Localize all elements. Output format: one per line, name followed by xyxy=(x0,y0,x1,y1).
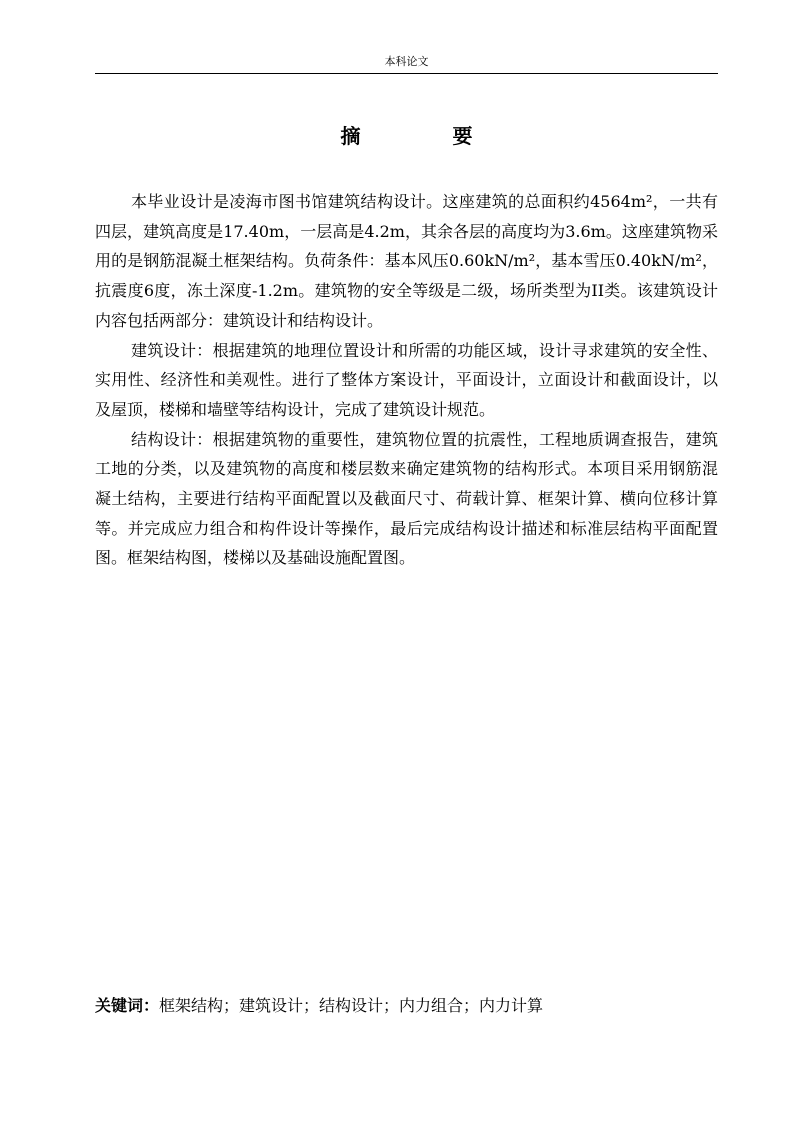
keywords-text: 框架结构；建筑设计；结构设计；内力组合；内力计算 xyxy=(159,996,544,1015)
abstract-paragraph-overview: 本毕业设计是凌海市图书馆建筑结构设计。这座建筑的总面积约4564m²，一共有四层，建筑高度是17.40m，一层高是4.2m，其余各层的高度均为3.6m。这座建筑物采用的是钢筋混凝土框架结构。负荷条件：基本风压0.60kN/m²，基本雪压0.40kN/m²，抗震度6度，冻土深度-1.2m。建筑物的安全等级是二级，场所类型为II类。该建筑设计内容包括两部分：建筑设计和结构设计。 xyxy=(95,192,718,330)
header-rule xyxy=(95,73,718,74)
abstract-body xyxy=(95,187,718,573)
keywords-label: 关键词： xyxy=(95,996,160,1015)
abstract-title: 摘 要 xyxy=(340,124,509,148)
running-header: 本科论文 xyxy=(384,55,429,68)
abstract-paragraph-architecture: 建筑设计：根据建筑的地理位置设计和所需的功能区域，设计寻求建筑的安全性、实用性、经济性和美观性。进行了整体方案设计，平面设计，立面设计和截面设计，以及屋顶，楼梯和墙壁等结构设计，完成了建筑设计规范。 xyxy=(95,340,718,419)
keywords-line xyxy=(95,992,718,1020)
abstract-paragraph-structure: 结构设计：根据建筑物的重要性，建筑物位置的抗震性，工程地质调查报告，建筑工地的分类，以及建筑物的高度和楼层数来确定建筑物的结构形式。本项目采用钢筋混凝土结构，主要进行结构平面配置以及截面尺寸、荷载计算、框架计算、横向位移计算等。并完成应力组合和构件设计等操作，最后完成结构设计描述和标准层结构平面配置图。框架结构图，楼梯以及基础设施配置图。 xyxy=(95,429,718,568)
